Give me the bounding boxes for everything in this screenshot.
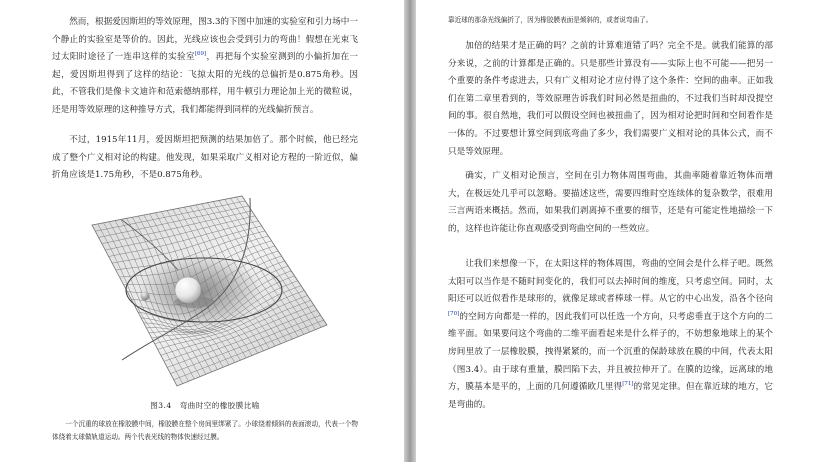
- small-ball: [141, 292, 150, 301]
- footnote-ref-70[interactable]: [70]: [448, 310, 460, 317]
- right-page: [416, 0, 821, 462]
- right-paragraph-2: 确实，广义相对论预言，空间在引力物体周围弯曲，其曲率随着靠近物体而增大，在极远处几乎可以忽略。要描述这些，需要四维时空连续体的复杂数学，很难用三言两语来概括。然而，如果我们剥离掉不重要的细节，还是有可能定性地描绘一下的，这样也许能让你直观感受到弯曲空间的一些效应。: [448, 171, 773, 234]
- rubber-sheet-figure: [82, 190, 332, 390]
- left-paragraph-1-block: [52, 14, 358, 120]
- right-paragraph-1-block: [448, 38, 773, 161]
- right-paragraph-1: 加倍的结果才是正确的吗？之前的计算难道错了吗？完全不是。就我们能算的部分来说，之前的计算都是正确的。只是那些计算没有——实际上也不可能——把另一个重要的条件考虑进去，只有广义相对论才应付得了这个条件：空间的曲率。正如我们在第二章里看到的，等效原理告诉我们时间必然是扭曲的，不过我们当时却没提空间的事。很自然地，我们可以假设空间也被扭曲了，因为相对论把时间和空间看作是一体的。不过要想计算空间到底弯曲了多少，我们需要广义相对论的具体公式，而不只是等效原理。: [448, 41, 773, 157]
- left-page: [0, 0, 404, 462]
- footnote-ref-69[interactable]: [69]: [194, 51, 207, 58]
- figure-note-continuation: 靠近球的那条光线偏折了，因为橡胶膜表面是倾斜的，或者说弯曲了。: [448, 16, 653, 24]
- heavy-ball: [175, 277, 201, 303]
- right-paragraph-3-block: [448, 256, 773, 414]
- figure-note: 一个沉重的球放在橡胶膜中间，橡胶膜在整个房间里绑紧了。小球绕着倾斜的表面滚动，代表一个物体绕着太球做轨道运动。两个代表光线的物体快速经过膜。: [52, 420, 358, 441]
- footnote-ref-71[interactable]: [71]: [622, 381, 634, 388]
- left-paragraph-2-block: [52, 132, 358, 185]
- left-paragraph-1: 然而，根据爱因斯坦的等效原理，图3.3的下图中加速的实验室和引力场中一个静止的实验室是等价的。因此，光线应该也会受到引力的弯曲！假想在光束飞过太阳时途径了一连串这样的实验室[69]，再把每个实验室测到的小偏折加在一起，爱因斯坦得到了这样的结论：飞掠太阳的光线的总偏折是0.875角秒。因此，不管我们是像卡文迪许和范索德纳那样，用牛顿引力理论加上光的微粒说，还是用等效原理的这种推导方式，我们都能得到同样的光线偏折预言。: [52, 17, 358, 115]
- left-paragraph-2: 不过，1915年11月，爱因斯坦把预测的结果加倍了。那个时候，他已经完成了整个广义相对论的构建。他发现，如果采取广义相对论方程的一阶近似，偏折角应该是1.75角秒，不是0.875角秒。: [52, 135, 358, 181]
- right-paragraph-3: 让我们来想像一下，在太阳这样的物体周围，弯曲的空间会是什么样子吧。既然太阳可以当作是不随时间变化的，我们可以去掉时间的维度，只考虑空间。同时，太阳还可以近似看作是球形的，就像足球或者棒球一样。从它的中心出发，沿各个径向[70]的空间方向都是一样的，因此我们可以任选一个方向，只考虑垂直于这个方向的二维平面。如果要问这个弯曲的二维平面看起来是什么样子的，不妨想象地球上的某个房间里放了一层橡胶膜，拽得紧紧的，而一个沉重的保龄球放在膜的中间，代表太阳（图3.4）。由于球有重量，膜凹陷下去，并且被拉伸开了。在膜的边缘，远离球的地方，膜基本是平的，上面的几何遵循欧几里得[71]的常见定律。但在靠近球的地方，它是弯曲的。: [448, 259, 773, 410]
- book-gutter: [404, 0, 416, 462]
- right-paragraph-2-block: [448, 168, 773, 238]
- figure-caption: 图3.4 弯曲时空的橡胶膜比喻: [150, 401, 260, 410]
